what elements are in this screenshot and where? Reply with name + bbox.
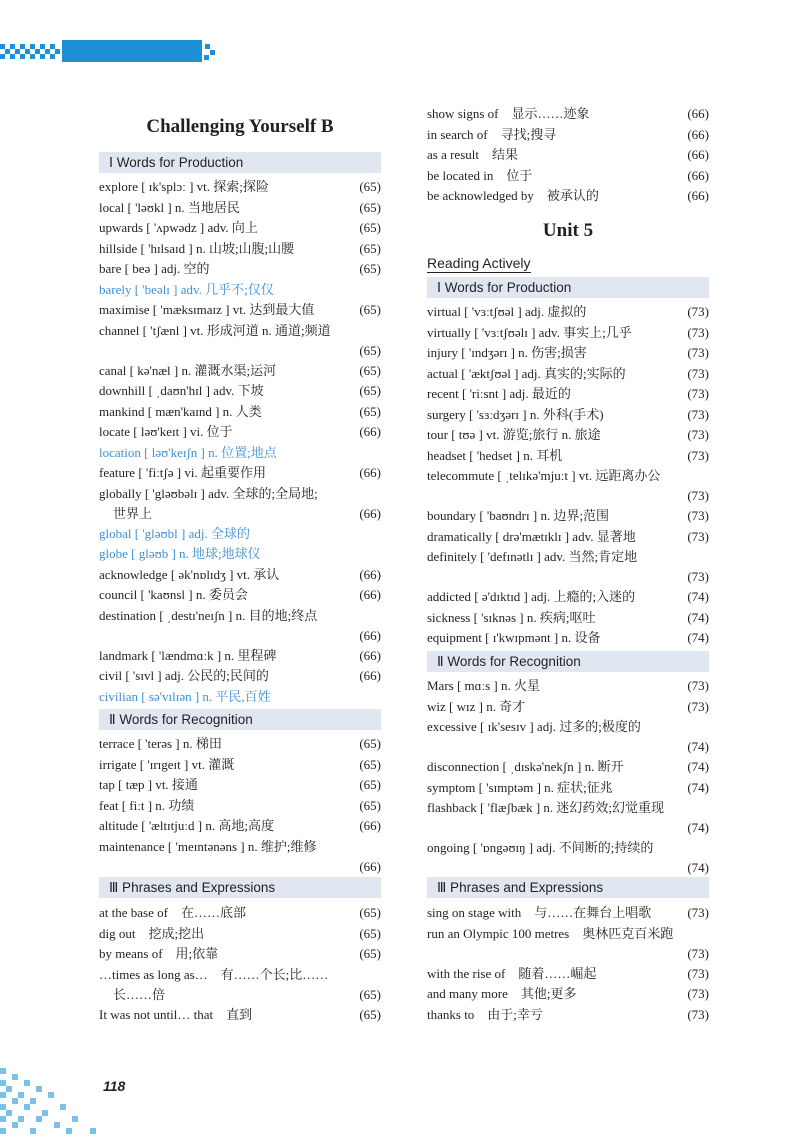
- entry-text: globally [ 'gləʊbəlɪ ] adv. 全球的;全局地;: [99, 485, 318, 501]
- page-reference: (73): [687, 965, 709, 981]
- list-item: [99, 924, 381, 944]
- entry-text: local [ 'ləʊkl ] n. 当地居民: [99, 199, 240, 215]
- entry-text: destination [ ˌdestɪ'neɪʃn ] n. 目的地;终点: [99, 607, 318, 623]
- entry-text: with the rise of 随着……崛起: [427, 965, 597, 981]
- list-item: [99, 903, 381, 923]
- list-item: [99, 218, 381, 238]
- entry-text: downhill [ ˌdaʊn'hɪl ] adv. 下坡: [99, 383, 264, 398]
- entry-continuation: 世界上: [113, 505, 153, 521]
- list-item: [427, 984, 709, 1004]
- list-item: [427, 676, 709, 696]
- page-reference: (65): [359, 946, 381, 961]
- page-reference: (73): [687, 304, 709, 319]
- list-item: [99, 816, 381, 836]
- list-item: [427, 1005, 709, 1025]
- entry-text: dramatically [ drə'mætɪklɪ ] adv. 显著地: [427, 528, 636, 544]
- reading-actively-heading: Reading Actively: [427, 255, 531, 271]
- list-item: [99, 796, 381, 816]
- entry-text: It was not until… that 直到: [99, 1006, 253, 1022]
- page-reference: (65): [359, 302, 381, 317]
- list-item: [99, 734, 381, 754]
- entry-text: channel [ 'tʃænl ] vt. 形成河道 n. 通道;频道: [99, 322, 331, 338]
- list-item: [99, 965, 381, 1002]
- page-reference: (66): [687, 126, 709, 142]
- page-reference: (65): [359, 342, 381, 358]
- page-reference: (73): [687, 427, 709, 442]
- entry-text: …times as long as… 有……个长;比……: [99, 966, 329, 982]
- section-title: Challenging Yourself B: [146, 116, 334, 137]
- list-item: [99, 361, 381, 381]
- list-item: [427, 717, 709, 754]
- list-item: [427, 302, 709, 322]
- entry-text: be located in 位于: [427, 167, 533, 183]
- page-reference: (66): [359, 424, 381, 439]
- page-reference: (65): [359, 797, 381, 813]
- entry-text: maximise [ 'mæksɪmaɪz ] vt. 达到最大值: [99, 302, 315, 317]
- list-item: [427, 547, 709, 584]
- list-item: [99, 280, 381, 300]
- list-item: [99, 239, 381, 259]
- page-reference: (74): [687, 759, 709, 774]
- list-item: [99, 544, 381, 564]
- entry-text: tap [ tæp ] vt. 接通: [99, 777, 198, 792]
- page-number: 118: [103, 1078, 126, 1094]
- list-item: [427, 838, 709, 875]
- page-reference: (65): [359, 925, 381, 941]
- page-reference: (66): [359, 566, 381, 582]
- page-reference: (74): [687, 630, 709, 645]
- page-reference: (66): [359, 505, 381, 521]
- page-reference: (73): [687, 324, 709, 340]
- words-for-recognition-heading: Ⅱ Words for Recognition: [99, 709, 381, 730]
- entry-text: explore [ ɪk'splɔː ] vt. 探索;探险: [99, 179, 269, 194]
- page-reference: (73): [687, 365, 709, 381]
- page-reference: (65): [359, 383, 381, 398]
- page-reference: (65): [359, 736, 381, 751]
- entry-text: bare [ beə ] adj. 空的: [99, 261, 210, 276]
- page-reference: (73): [687, 528, 709, 544]
- list-item: [99, 775, 381, 795]
- list-item: [427, 125, 709, 145]
- header-decoration: [0, 40, 220, 64]
- list-item: [99, 484, 381, 521]
- list-item: [427, 964, 709, 984]
- unit-title: Unit 5: [542, 220, 594, 241]
- list-item: [99, 687, 381, 707]
- list-item: [427, 757, 709, 777]
- list-item: [99, 837, 381, 874]
- list-item: [99, 646, 381, 666]
- list-item: [99, 443, 381, 463]
- list-item: [427, 384, 709, 404]
- page-reference: (73): [687, 406, 709, 422]
- page-reference: (65): [359, 261, 381, 276]
- page-reference: (66): [359, 587, 381, 602]
- entry-text: dig out 挖成;挖出: [99, 925, 205, 941]
- page-reference: (65): [359, 905, 381, 920]
- list-item: [427, 425, 709, 445]
- list-item: [427, 446, 709, 466]
- page-reference: (74): [687, 589, 709, 604]
- list-item: [427, 924, 709, 961]
- entry-text: barely [ 'beəlɪ ] adv. 几乎不;仅仅: [99, 281, 274, 297]
- list-item: [99, 565, 381, 585]
- list-item: [427, 506, 709, 526]
- entry-text: definitely [ 'defɪnətlɪ ] adv. 当然;肯定地: [427, 549, 638, 564]
- list-item: [99, 402, 381, 422]
- words-for-production-heading: Ⅰ Words for Production: [427, 277, 709, 298]
- list-item: [427, 608, 709, 628]
- page-reference: (66): [359, 858, 381, 874]
- entry-text: sing on stage with 与……在舞台上唱歌: [427, 905, 652, 920]
- entry-text: council [ 'kaʊnsl ] n. 委员会: [99, 587, 248, 602]
- page-reference: (66): [359, 818, 381, 833]
- list-item: [427, 778, 709, 798]
- entry-text: virtual [ 'vɜːtʃʊəl ] adj. 虚拟的: [427, 304, 587, 319]
- list-item: [99, 300, 381, 320]
- entry-text: flashback [ 'flæʃbæk ] n. 迷幻药效;幻觉重现: [427, 800, 665, 815]
- entry-text: terrace [ 'terəs ] n. 梯田: [99, 736, 222, 751]
- entry-text: location [ ləʊ'keɪʃn ] n. 位置;地点: [99, 444, 277, 460]
- page-reference: (66): [687, 167, 709, 183]
- list-item: [427, 364, 709, 384]
- entry-text: feature [ 'fiːtʃə ] vi. 起重要作用: [99, 465, 266, 480]
- page-reference: (73): [687, 508, 709, 523]
- list-item: [427, 903, 709, 923]
- list-item: [427, 323, 709, 343]
- page-reference: (65): [359, 199, 381, 215]
- page-reference: (65): [359, 179, 381, 194]
- entry-text: locate [ ləʊ'keɪt ] vi. 位于: [99, 424, 233, 439]
- page-reference: (73): [687, 1006, 709, 1022]
- entry-text: globe [ gləʊb ] n. 地球;地球仪: [99, 546, 261, 561]
- list-item: [99, 463, 381, 483]
- entry-text: equipment [ ɪ'kwɪpmənt ] n. 设备: [427, 630, 601, 645]
- entry-text: virtually [ 'vɜːtʃʊəlɪ ] adv. 事实上;几乎: [427, 324, 632, 340]
- page-reference: (65): [359, 220, 381, 235]
- page-reference: (73): [687, 345, 709, 360]
- entry-text: in search of 寻找;搜寻: [427, 126, 557, 142]
- list-item: [427, 587, 709, 607]
- list-item: [99, 524, 381, 544]
- page-reference: (74): [687, 609, 709, 625]
- list-item: [99, 259, 381, 279]
- entry-text: addicted [ ə'dɪktɪd ] adj. 上瘾的;入迷的: [427, 589, 636, 604]
- list-item: [427, 186, 709, 206]
- footer-decoration: [0, 1068, 110, 1138]
- words-for-recognition-heading: Ⅱ Words for Recognition: [427, 651, 709, 672]
- entry-text: by means of 用;依靠: [99, 946, 219, 961]
- page-reference: (66): [359, 668, 381, 683]
- entry-text: landmark [ 'lændmɑːk ] n. 里程碑: [99, 647, 277, 663]
- page-reference: (73): [687, 678, 709, 693]
- entry-text: acknowledge [ ək'nɒlɪdʒ ] vt. 承认: [99, 566, 280, 582]
- phrases-heading: Ⅲ Phrases and Expressions: [427, 877, 709, 898]
- entry-text: injury [ 'ɪndʒərɪ ] n. 伤害;损害: [427, 345, 587, 360]
- list-item: [99, 381, 381, 401]
- entry-text: sickness [ 'sɪknəs ] n. 疾病;呕吐: [427, 609, 596, 625]
- entry-text: be acknowledged by 被承认的: [427, 188, 599, 203]
- entry-text: boundary [ 'baʊndrɪ ] n. 边界;范围: [427, 508, 610, 523]
- page-reference: (66): [359, 627, 381, 643]
- entry-text: feat [ fiːt ] n. 功绩: [99, 797, 195, 813]
- list-item: [99, 177, 381, 197]
- list-item: [99, 1005, 381, 1025]
- page-reference: (66): [687, 188, 709, 203]
- entry-text: altitude [ 'æltɪtjuːd ] n. 高地;高度: [99, 818, 274, 833]
- entry-text: mankind [ mæn'kaɪnd ] n. 人类: [99, 403, 262, 419]
- page-reference: (73): [687, 986, 709, 1001]
- page-reference: (73): [687, 905, 709, 920]
- entry-text: as a result 结果: [427, 147, 518, 162]
- entry-text: thanks to 由于;幸亏: [427, 1006, 543, 1022]
- list-item: [99, 585, 381, 605]
- page-reference: (73): [687, 488, 709, 503]
- list-item: [427, 697, 709, 717]
- list-item: [99, 944, 381, 964]
- entry-text: disconnection [ ˌdɪskə'nekʃn ] n. 断开: [427, 759, 624, 774]
- entry-text: global [ 'gləʊbl ] adj. 全球的: [99, 525, 251, 541]
- list-item: [427, 166, 709, 186]
- entry-text: canal [ kə'næl ] n. 灌溉水渠;运河: [99, 362, 277, 378]
- list-item: [427, 145, 709, 165]
- entry-text: surgery [ 'sɜːdʒərɪ ] n. 外科(手术): [427, 406, 604, 422]
- page-reference: (74): [687, 779, 709, 795]
- entry-text: and many more 其他;更多: [427, 986, 577, 1001]
- entry-text: maintenance [ 'meɪntənəns ] n. 维护;维修: [99, 838, 317, 854]
- entry-text: excessive [ ɪk'sesɪv ] adj. 过多的;极度的: [427, 719, 641, 734]
- words-for-production-heading: Ⅰ Words for Production: [99, 152, 381, 173]
- page-reference: (74): [687, 739, 709, 754]
- list-item: [99, 606, 381, 643]
- list-item: [99, 198, 381, 218]
- page-reference: (65): [359, 986, 381, 1002]
- entry-text: wiz [ wɪz ] n. 奇才: [427, 698, 526, 714]
- page-reference: (74): [687, 820, 709, 835]
- list-item: [99, 755, 381, 775]
- list-item: [427, 405, 709, 425]
- page-reference: (66): [359, 647, 381, 663]
- entry-continuation: 长……倍: [113, 986, 166, 1002]
- list-item: [99, 422, 381, 442]
- list-item: [427, 798, 709, 835]
- entry-text: Mars [ mɑːs ] n. 火星: [427, 678, 540, 693]
- entry-text: actual [ 'æktʃʊəl ] adj. 真实的;实际的: [427, 365, 626, 381]
- list-item: [427, 628, 709, 648]
- entry-text: symptom [ 'sɪmptəm ] n. 症状;征兆: [427, 779, 613, 795]
- entry-text: civilian [ sə'vɪlɪən ] n. 平民,百姓: [99, 688, 271, 704]
- page-reference: (65): [359, 240, 381, 256]
- entry-text: telecommute [ ˌtelɪkə'mjuːt ] vt. 远距离办公: [427, 468, 661, 483]
- entry-text: upwards [ 'ʌpwədz ] adv. 向上: [99, 220, 258, 235]
- list-item: [99, 321, 381, 358]
- page-reference: (73): [687, 447, 709, 463]
- page-reference: (73): [687, 698, 709, 714]
- page-reference: (65): [359, 1006, 381, 1022]
- entry-text: headset [ 'hedset ] n. 耳机: [427, 447, 563, 463]
- entry-text: run an Olympic 100 metres 奥林匹克百米跑: [427, 925, 674, 941]
- page-reference: (66): [359, 465, 381, 480]
- entry-text: show signs of 显示……迹象: [427, 106, 590, 121]
- entry-text: ongoing [ 'ɒngəʊɪŋ ] adj. 不间断的;持续的: [427, 840, 654, 855]
- entry-text: at the base of 在……底部: [99, 905, 246, 920]
- page-reference: (65): [359, 777, 381, 792]
- page-reference: (74): [687, 860, 709, 875]
- list-item: [427, 343, 709, 363]
- entry-text: irrigate [ 'ɪrɪgeɪt ] vt. 灌溉: [99, 756, 235, 772]
- list-item: [427, 466, 709, 503]
- page-reference: (65): [359, 362, 381, 378]
- page-reference: (66): [687, 147, 709, 162]
- page-reference: (65): [359, 403, 381, 419]
- list-item: [427, 527, 709, 547]
- phrases-heading: Ⅲ Phrases and Expressions: [99, 877, 381, 898]
- entry-text: hillside [ 'hɪlsaɪd ] n. 山坡;山腹;山腰: [99, 240, 295, 256]
- list-item: [427, 104, 709, 124]
- entry-text: tour [ tʊə ] vt. 游览;旅行 n. 旅途: [427, 427, 601, 442]
- entry-text: civil [ 'sɪvl ] adj. 公民的;民间的: [99, 668, 269, 683]
- page-reference: (66): [687, 106, 709, 121]
- list-item: [99, 666, 381, 686]
- entry-text: recent [ 'riːsnt ] adj. 最近的: [427, 386, 571, 401]
- page-reference: (73): [687, 945, 709, 961]
- page-reference: (73): [687, 569, 709, 584]
- page-reference: (65): [359, 756, 381, 772]
- page-reference: (73): [687, 386, 709, 401]
